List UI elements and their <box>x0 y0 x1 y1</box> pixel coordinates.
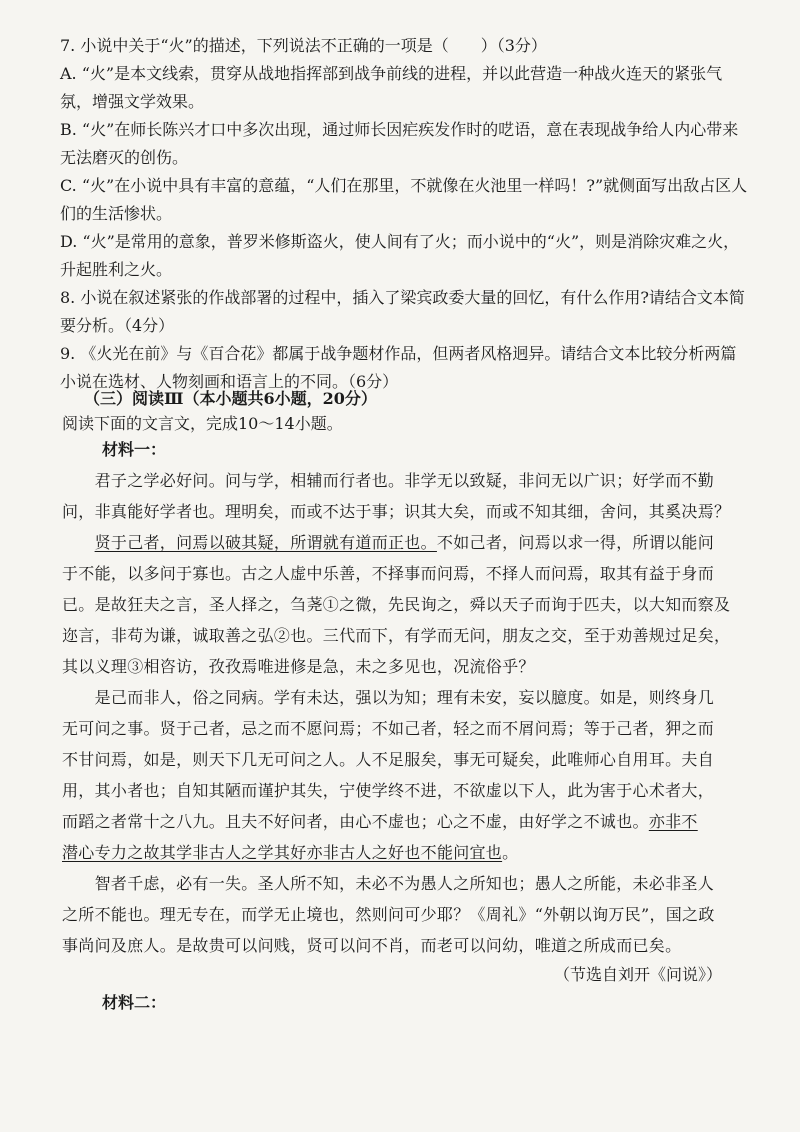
material1-line: 君子之学必好问。问与学，相辅而行者也。非学无以致疑，非问无以广识；好学而不勤 <box>62 471 715 490</box>
material1-label: 材料一： <box>102 440 167 459</box>
material2-label: 材料二： <box>102 993 167 1012</box>
material1-line: 事尚问及庶人。是故贵可以问贱，贤可以问不肖，而老可以问幼，唯道之所成而已矣。 <box>62 936 682 955</box>
material1-line: 之所不能也。理无专在，而学无止境也，然则问可少耶？《周礼》“外朝以询万民”，国之政 <box>62 905 715 924</box>
section-title: （三）阅读Ⅲ（本小题共6小题，20分） <box>84 389 377 408</box>
q7-option-b: B. “火”在师长陈兴才口中多次出现，通过师长因疟疾发作时的呓语，意在表现战争给人内心带来无法磨灭的创伤。 <box>60 120 739 167</box>
material1-line <box>62 806 752 837</box>
q7-stem: 7. 小说中关于“火”的描述，下列说法不正确的一项是（ ）（3分） <box>60 36 547 55</box>
material1-line: 无可问之事。贤于己者，忌之而不愿问焉；不如己者，轻之而不屑问焉；等于己者，狎之而 <box>62 719 715 738</box>
q7-option-c: C. “火”在小说中具有丰富的意蕴，“人们在那里，不就像在火池里一样吗！?”就侧面写出敌占区人们的生活惨状。 <box>60 176 748 223</box>
material1-line: 于不能，以多问于寡也。古之人虚中乐善，不择事而问焉，不择人而问焉，取其有益于身而 <box>62 564 715 583</box>
material1-line-text: 而蹈之者常十之八九。且夫不好问者，由心不虚也；心之不虚，由好学之不诚也。 <box>62 812 649 831</box>
material1-line: 智者千虑，必有一失。圣人所不知，未必不为愚人之所知也；愚人之所能，未必非圣人 <box>62 874 715 893</box>
underlined-sentence-1: 贤于己者，问焉以破其疑，所谓就有道而正也。 <box>94 533 437 552</box>
underlined-sentence-2a: 亦非不 <box>648 812 698 831</box>
material1-line: 不甘问焉，如是，则天下几无可问之人。人不足服矣，事无可疑矣，此唯师心自用耳。夫自 <box>62 750 715 769</box>
material1-line: 已。是故狂夫之言，圣人择之，刍荛①之微，先民询之，舜以天子而询于匹夫，以大知而察及 <box>62 595 731 614</box>
material1-line <box>62 837 752 868</box>
material1-line: 迩言，非苟为谦，诚取善之弘②也。三代而下，有学而无问，朋友之交，至于劝善规过足矣， <box>62 626 731 645</box>
q8-text: 8. 小说在叙述紧张的作战部署的过程中，插入了梁宾政委大量的回忆，有什么作用?请结合文本简要分析。（4分） <box>60 288 745 335</box>
material1-line: 其以义理③相咨访，孜孜焉唯进修是急，未之多见也，况流俗乎？ <box>62 657 535 676</box>
material1-line <box>62 527 752 558</box>
q9-text: 9. 《火光在前》与《百合花》都属于战争题材作品，但两者风格迥异。请结合文本比较分析两篇小说在选材、人物刻画和语言上的不同。（6分） <box>60 344 737 391</box>
material1-line: 用，其小者也；自知其陋而谨护其失，宁使学终不进，不欲虚以下人，此为害于心术者大， <box>62 781 715 800</box>
q7-option-d: D. “火”是常用的意象，普罗米修斯盗火，使人间有了火；而小说中的“火”，则是消除灾难之火，升起胜利之火。 <box>60 232 740 279</box>
q7-option-a: A. “火”是本文线索，贯穿从战地指挥部到战争前线的进程，并以此营造一种战火连天的紧张气氛，增强文学效果。 <box>60 64 723 111</box>
material1-line: 是己而非人，俗之同病。学有未达，强以为知；理有未安，妄以臆度。如是，则终身几 <box>62 688 715 707</box>
material1-line-rest: 不如己者，问焉以求一得，所谓以能问 <box>436 533 715 552</box>
material1-line-tail: 。 <box>502 843 519 862</box>
underlined-sentence-2b: 潜心专力之故其学非古人之学其好亦非古人之好也不能问宜也 <box>62 843 503 862</box>
material1-line: 问，非真能好学者也。理明矣，而或不达于事；识其大矣，而或不知其细，舍问，其奚决焉？ <box>62 502 731 521</box>
section-instruction: 阅读下面的文言文，完成10～14小题。 <box>62 414 343 433</box>
material1-source: （节选自刘开《问说》） <box>553 965 722 984</box>
